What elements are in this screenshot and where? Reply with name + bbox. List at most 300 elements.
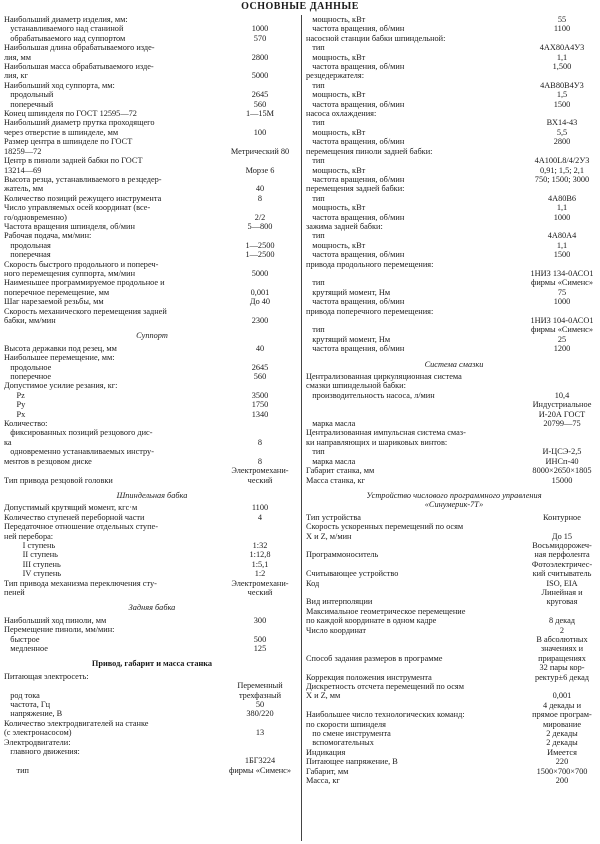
spec-row [306,476,600,485]
spec-row [306,391,600,400]
spec-row [4,466,300,485]
spec-row [4,738,300,747]
spec-row [4,118,300,137]
spec-row [4,419,300,428]
spec-row [306,626,600,635]
spec-label: частота вращения, об/мин [306,99,405,109]
spec-value: 2 декады [546,738,578,748]
spec-row [4,719,300,738]
spec-row [306,729,600,738]
column-divider [301,15,302,841]
spec-row [4,447,300,466]
right-column [306,15,600,786]
spec-row [306,447,600,456]
spec-label: Код [306,578,320,588]
spec-row [4,203,300,222]
spec-row [306,34,600,43]
spec-value: 220 [555,757,569,767]
spec-label: марка масла [306,419,356,429]
spec-row [306,109,600,118]
spec-label: I ступень [4,540,56,550]
spec-row [4,391,300,400]
spec-label: вспомогательных [306,738,374,748]
spec-label: мощность, кВт [306,90,366,100]
spec-label: Вид интерполяции [306,597,373,607]
spec-label: Скорость быстрого продольного и попереч- ного перемещения суппорта, мм/мин [4,259,159,278]
spec-label: напряжение, В [4,709,63,719]
spec-value: Линейная и круговая [541,587,583,607]
spec-label: Конец шпинделя по ГОСТ 12595—72 [4,109,137,119]
spec-row [4,100,300,109]
spec-row [306,297,600,306]
spec-value: 100 [253,127,267,137]
spec-row [306,288,600,297]
spec-label: производительность насоса, л/мин [306,390,435,400]
spec-value: 4АХ80А4У3 [539,43,585,53]
spec-row [306,137,600,146]
spec-row [306,776,600,785]
spec-value: 3500 [251,390,269,400]
spec-value: 4А80В6 [547,193,577,203]
spec-label: частота вращения, об/мин [306,250,405,260]
spec-label: Допустимый крутящий момент, кгс·м [4,503,138,513]
spec-row [4,34,300,43]
spec-value: 2645 [251,362,269,372]
spec-row [4,62,300,81]
spec-label: Габарит, мм [306,766,349,776]
spec-row [306,128,600,137]
spec-label: Количество электродвигателей на станке (с электронасосом) [4,718,149,738]
spec-value: 2 [559,625,565,635]
spec-row [306,71,600,80]
spec-label: тип [306,193,325,203]
spec-row [4,278,300,297]
spec-value: 1100 [553,24,571,34]
spec-row [306,175,600,184]
spec-row [306,767,600,776]
spec-row [4,560,300,569]
spec-label: Габарит станка, мм [306,466,375,476]
spec-label: Дискретность отсчета перемещений по осям X и Z, мм [306,682,464,701]
spec-value: 1000 [251,24,269,34]
spec-row [4,579,300,598]
spec-label: тип [306,156,325,166]
spec-label: тип [306,118,325,128]
spec-label: тип [306,325,325,335]
spec-row [306,344,600,353]
spec-value: 125 [253,644,267,653]
spec-row [306,316,600,335]
spec-row [306,222,600,231]
spec-value: 1—15М [245,109,275,119]
spec-label: Коррекция положения инструмента [306,672,432,682]
spec-row [4,194,300,203]
spec-row [306,147,600,156]
spec-value: 40 [255,343,265,353]
spec-label: мощность, кВт [306,127,366,137]
spec-value: 13 [255,728,265,738]
section-heading: Устройство числового программного управления «Синумерик-7Т» [366,490,542,510]
spec-row [4,381,300,390]
spec-value: 75 [557,287,567,297]
spec-row [306,607,600,626]
spec-label: II ступень [4,550,58,560]
spec-row [4,428,300,447]
spec-value: 500 [253,634,267,644]
spec-value: 560 [253,372,267,382]
spec-label: Количество ступеней переборной части [4,512,145,522]
spec-value: 1100 [251,503,269,513]
spec-label: Наибольший диаметр изделия, мм: [4,15,128,24]
spec-label: привода продольного перемещения: [306,259,434,269]
spec-row [4,756,300,775]
spec-label: тип [306,43,325,53]
spec-label: поперечный [4,99,54,109]
spec-label: зажима задней бабки: [306,221,383,231]
spec-label: продольный [4,90,54,100]
spec-value: 8 [257,437,263,447]
spec-row [4,137,300,156]
spec-row [306,372,600,391]
spec-row [4,700,300,709]
spec-row [4,513,300,522]
spec-value: 4 декады и прямое програм- мирование [532,700,592,729]
spec-row [4,681,300,700]
spec-row [306,118,600,127]
spec-row [306,231,600,240]
spec-label: одновременно устанавливаемых инстру- ментов в резцовом диске [4,447,154,466]
spec-row [306,738,600,747]
spec-value: 2/2 [254,212,266,222]
spec-value: 1НИЗ 134-0АСО1 фирмы «Сименс» [530,268,594,288]
spec-row [306,466,600,475]
spec-value: 2800 [553,137,571,147]
spec-row [306,100,600,109]
spec-row [4,372,300,381]
spec-value: Восьмидорожеч- ная перфолента [532,540,592,560]
spec-label: Передаточное отношение отдельных ступе- ней перебора: [4,522,158,541]
spec-value: 1750 [251,400,269,410]
spec-row [4,260,300,279]
spec-value: 1БГ3224 фирмы «Сименс» [228,756,292,775]
spec-value: 1,500 [552,62,572,72]
spec-value: 1:2 [254,569,266,579]
spec-label: Py [4,400,26,410]
spec-label: фиксированных позиций резцового дис- ка [4,428,153,447]
spec-label: главного движения: [4,747,80,757]
spec-value: 8000×2650×1805 [532,466,592,476]
spec-value: 25 [557,334,567,344]
spec-label: резцедержателя: [306,71,365,81]
spec-value: 1500 [553,99,571,109]
spec-value: Электромехани- ческий [231,466,289,485]
spec-row [306,560,600,579]
spec-value: 1—2500 [245,240,275,250]
spec-row [306,53,600,62]
spec-value: 1,1 [556,240,568,250]
spec-row [306,663,600,682]
spec-row [306,15,600,24]
spec-label: III ступень [4,559,61,569]
spec-row [306,588,600,607]
spec-value: Переменный трехфазный [237,681,283,700]
spec-value: 570 [253,33,267,43]
spec-value: 1,1 [556,52,568,62]
spec-label: тип [4,765,29,775]
spec-value: 1340 [251,409,269,419]
spec-label: мощность, кВт [306,240,366,250]
spec-label: Считывающее устройство [306,569,399,579]
spec-label: поперечная [4,250,51,260]
spec-value: 2800 [251,52,269,62]
spec-value: 300 [253,615,267,625]
spec-value: 4А100L8/4/2У3 [534,156,590,166]
spec-value: Электромехани- ческий [231,578,289,597]
spec-value: 5,5 [556,127,568,137]
spec-row [306,90,600,99]
spec-value: 1200 [553,344,571,354]
spec-label: Шаг нарезаемой резьбы, мм [4,297,104,307]
spec-value: 1НИЗ 104-0АСО1 фирмы «Сименс» [530,316,594,335]
spec-label: Масса, кг [306,776,340,786]
spec-label: IV ступень [4,569,62,579]
spec-value: 5000 [251,268,269,278]
spec-label: Наибольшее число технологических команд: по скорости шпинделя [306,710,465,729]
spec-row [4,344,300,353]
spec-label: Максимальное геометрическое перемещение по каждой координате в одном кадре [306,606,466,626]
spec-row [4,625,300,634]
spec-value: 0,001 [250,287,270,297]
section-heading: Задняя бабка [128,603,176,613]
spec-value: 15000 [551,475,573,485]
spec-value: 0,001 [552,691,572,701]
spec-label: Наименьшее программируемое продольное и поперечное перемещение, мм [4,278,165,297]
spec-label: перемещения пиноли задней бабки: [306,146,433,156]
spec-row [306,757,600,766]
spec-row [4,156,300,175]
spec-label: Наибольший диаметр прутка проходящего через отверстие в шпинделе, мм [4,118,155,137]
spec-label: Наибольшее перемещение, мм: [4,353,115,363]
spec-value: Фотоэлектричес- кий считыватель [531,559,593,579]
spec-label: частота вращения, об/мин [306,344,405,354]
spec-value: Индустриальное И-20А ГОСТ 20799—75 [532,400,592,429]
spec-label: марка масла [306,456,356,466]
spec-value: 1000 [553,297,571,307]
spec-row [4,541,300,550]
spec-row [4,307,300,326]
spec-value: Морзе 6 [245,165,275,175]
spec-row [306,62,600,71]
spec-label: Питающая электросеть: [4,671,89,681]
spec-label: продольное [4,362,52,372]
spec-label: Высота державки под резец, мм [4,343,117,353]
spec-label: мощность, кВт [306,15,366,24]
spec-value: 2300 [251,316,269,325]
spec-label: частота, Гц [4,700,51,710]
spec-label: Количество: [4,419,48,429]
spec-row [4,522,300,541]
spec-label: тип [306,278,325,288]
spec-label: тип [306,80,325,90]
spec-label: Тип привода механизма переключения сту- пеней [4,578,157,597]
spec-label: частота вращения, об/мин [306,212,405,222]
spec-value: 1—2500 [245,250,275,260]
spec-label: Масса станка, кг [306,475,365,485]
spec-row [4,43,300,62]
spec-row [4,400,300,409]
spec-row [4,644,300,653]
spec-value: 200 [555,776,569,786]
spec-row [306,522,600,541]
spec-label: Централизованная импульсная система смаз- ки направляющих и шариковых винтов: [306,428,466,447]
spec-row [4,569,300,578]
spec-label: Программоноситель [306,550,379,560]
spec-label: Наибольшая масса обрабатываемого изде- лия, кг [4,62,154,81]
spec-value: 1500 [553,250,571,260]
spec-value: 1:12,8 [249,550,271,560]
spec-label: частота вращения, об/мин [306,137,405,147]
spec-value: 380/220 [246,709,274,719]
spec-value: Метрический 80 [230,146,290,156]
spec-value: 1,1 [556,203,568,213]
spec-value: 4АВ80В4У3 [540,80,584,90]
spec-label: частота вращения, об/мин [306,24,405,34]
spec-value: 32 пары кор- ректур±6 декад [534,663,590,682]
spec-label: Центр в пиноли задней бабки по ГОСТ 13214—69 [4,156,143,175]
spec-label: перемещения задней бабки: [306,184,405,194]
spec-row [4,616,300,625]
spec-label: мощность, кВт [306,165,366,175]
spec-label: медленное [4,644,48,653]
spec-label: Питающее напряжение, В [306,757,398,767]
spec-row [306,428,600,447]
spec-row [4,635,300,644]
spec-row [4,241,300,250]
spec-label: Pz [4,390,25,400]
section-heading: Привод, габарит и масса станка [91,659,213,669]
spec-row [306,24,600,33]
spec-row [306,250,600,259]
spec-row [4,175,300,194]
spec-label: поперечное [4,372,52,382]
spec-row [4,24,300,33]
spec-row [306,335,600,344]
spec-row [306,203,600,212]
spec-label: частота вращения, об/мин [306,174,405,184]
spec-label: насосной станции бабки шпиндельной: [306,33,446,43]
spec-row [306,213,600,222]
spec-label: продольная [4,240,51,250]
spec-value: 50 [255,700,265,710]
spec-row [306,194,600,203]
spec-value: Контурное [543,512,581,522]
spec-row [306,541,600,560]
spec-value: ISO, EIA [546,578,578,588]
spec-row [306,307,600,316]
spec-value: ВХ14-43 [546,118,578,128]
spec-row [4,222,300,231]
spec-row [306,748,600,757]
spec-label: Частота вращения шпинделя, об/мин [4,221,135,231]
spec-label: мощность, кВт [306,52,366,62]
spec-row [4,81,300,90]
spec-row [306,400,600,428]
spec-row [4,250,300,259]
spec-row [306,166,600,175]
spec-row [4,363,300,372]
spec-label: Тип устройства [306,512,361,522]
spec-label: частота вращения, об/мин [306,297,405,307]
spec-label: Наибольшая длина обрабатываемого изде- лия, мм [4,43,155,62]
spec-label: по смене инструмента [306,729,391,739]
spec-label: частота вращения, об/мин [306,62,405,72]
page-title: ОСНОВНЫЕ ДАННЫЕ [241,1,359,12]
spec-row [306,457,600,466]
spec-value: 10,4 [554,390,570,400]
section-heading: Суппорт [136,331,168,341]
spec-label: Рабочая подача, мм/мин: [4,231,92,241]
spec-row [4,109,300,118]
spec-label: Количество позиций режущего инструмента [4,193,162,203]
spec-row [4,231,300,240]
spec-label: Тип привода резцовой головки [4,475,113,485]
spec-value: 1:32 [252,540,268,550]
spec-value: 5—800 [247,221,273,231]
spec-label: Px [4,409,26,419]
section-heading: Шпиндельная бабка [116,490,188,500]
spec-value: 40 [255,184,265,194]
spec-label: крутящий момент, Нм [306,334,391,344]
spec-row [306,269,600,288]
spec-label: Скорость механического перемещения задней бабки, мм/мин [4,306,167,325]
spec-value: 1500×700×700 [536,766,588,776]
spec-value: Имеется [547,747,577,757]
spec-label: тип [306,231,325,241]
spec-row [306,701,600,729]
spec-label: тип [306,447,325,457]
section-heading: Система смазки [424,359,484,369]
spec-label: устанавливаемого над станиной [4,24,124,34]
spec-row [306,635,600,663]
spec-value: До 40 [249,297,271,307]
spec-value: ИНСп-40 [545,456,579,466]
spec-value: В абсолютных значениях и приращениях [536,635,588,663]
spec-value: 5000 [251,71,269,81]
spec-label: Централизованная циркуляционная система смазки шпиндельной бабки: [306,372,462,391]
spec-value: 750; 1500; 3000 [534,174,590,184]
spec-label: Перемещение пиноли, мм/мин: [4,625,115,635]
spec-label: быстрое [4,634,40,644]
spec-value: 55 [557,15,567,24]
spec-row [4,503,300,512]
spec-label: обрабатываемого над суппортом [4,33,126,43]
spec-label: Размер центра в шпинделе по ГОСТ 18259—72 [4,137,133,156]
spec-value: 8 [257,193,263,203]
spec-value: 2645 [251,90,269,100]
spec-label: Допустимое усилие резания, кг: [4,381,118,391]
spec-value: И-ЦСЭ-2,5 [542,447,582,457]
spec-label: насоса охлаждения: [306,109,377,119]
spec-value: 0,91; 1,5; 2,1 [539,165,585,175]
spec-value: 2 декады [546,729,578,739]
spec-label: Наибольший ход суппорта, мм: [4,80,115,90]
spec-row [306,43,600,52]
spec-label: Индикация [306,747,346,757]
spec-label: крутящий момент, Нм [306,287,391,297]
spec-row [306,81,600,90]
spec-row [4,709,300,718]
spec-label: род тока [4,690,40,700]
